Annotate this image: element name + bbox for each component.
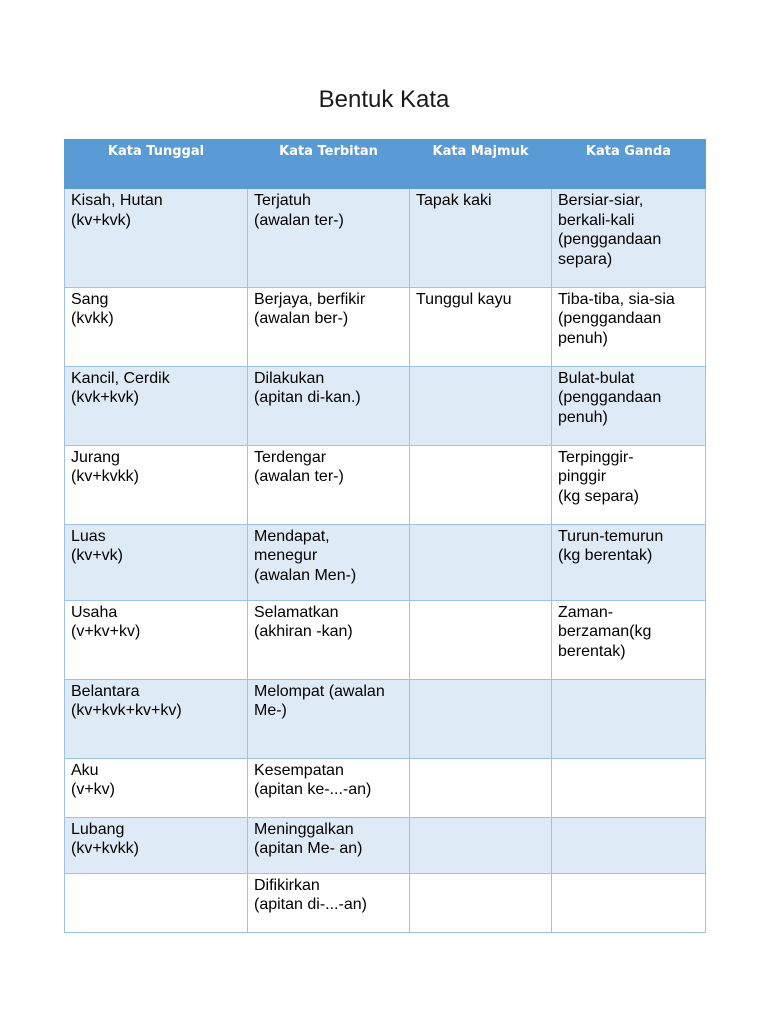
bentuk-kata-table xyxy=(64,139,706,933)
table-row xyxy=(65,366,706,445)
header-kata-majmuk: Kata Majmuk xyxy=(410,140,552,189)
cell-kata-tunggal xyxy=(65,873,248,932)
cell-kata-terbitan: Dilakukan (apitan di-kan.) xyxy=(248,366,410,445)
cell-kata-tunggal: Kancil, Cerdik (kvk+kvk) xyxy=(65,366,248,445)
header-kata-tunggal: Kata Tunggal xyxy=(65,140,248,189)
cell-kata-ganda xyxy=(552,758,706,817)
cell-kata-tunggal: Jurang (kv+kvkk) xyxy=(65,445,248,524)
table-row xyxy=(65,817,706,873)
cell-kata-majmuk xyxy=(410,366,552,445)
cell-kata-tunggal: Lubang (kv+kvkk) xyxy=(65,817,248,873)
cell-kata-terbitan: Terjatuh (awalan ter-) xyxy=(248,188,410,287)
cell-kata-terbitan: Mendapat, menegur (awalan Men-) xyxy=(248,524,410,600)
cell-kata-majmuk: Tunggul kayu xyxy=(410,287,552,366)
cell-kata-tunggal: Aku (v+kv) xyxy=(65,758,248,817)
cell-kata-ganda: Bulat-bulat (penggandaan penuh) xyxy=(552,366,706,445)
cell-kata-majmuk: Tapak kaki xyxy=(410,188,552,287)
cell-kata-tunggal: Luas (kv+vk) xyxy=(65,524,248,600)
table-row xyxy=(65,873,706,932)
cell-kata-majmuk xyxy=(410,600,552,679)
cell-kata-ganda: Terpinggir- pinggir (kg separa) xyxy=(552,445,706,524)
cell-kata-terbitan: Melompat (awalan Me-) xyxy=(248,679,410,758)
cell-kata-tunggal: Usaha (v+kv+kv) xyxy=(65,600,248,679)
table-row xyxy=(65,679,706,758)
cell-kata-terbitan: Berjaya, berfikir (awalan ber-) xyxy=(248,287,410,366)
cell-kata-terbitan: Selamatkan (akhiran -kan) xyxy=(248,600,410,679)
table-header-row xyxy=(65,140,706,189)
table-row xyxy=(65,188,706,287)
cell-kata-tunggal: Belantara (kv+kvk+kv+kv) xyxy=(65,679,248,758)
cell-kata-terbitan: Difikirkan (apitan di-...-an) xyxy=(248,873,410,932)
table-row xyxy=(65,600,706,679)
cell-kata-majmuk xyxy=(410,758,552,817)
cell-kata-ganda xyxy=(552,679,706,758)
table-row xyxy=(65,287,706,366)
cell-kata-tunggal: Sang (kvkk) xyxy=(65,287,248,366)
cell-kata-terbitan: Terdengar (awalan ter-) xyxy=(248,445,410,524)
table-row xyxy=(65,445,706,524)
cell-kata-terbitan: Meninggalkan (apitan Me- an) xyxy=(248,817,410,873)
cell-kata-majmuk xyxy=(410,445,552,524)
cell-kata-ganda xyxy=(552,817,706,873)
header-kata-terbitan: Kata Terbitan xyxy=(248,140,410,189)
cell-kata-majmuk xyxy=(410,524,552,600)
cell-kata-ganda: Bersiar-siar, berkali-kali (penggandaan separa) xyxy=(552,188,706,287)
cell-kata-tunggal: Kisah, Hutan (kv+kvk) xyxy=(65,188,248,287)
page-title: Bentuk Kata xyxy=(318,86,450,113)
header-kata-ganda: Kata Ganda xyxy=(552,140,706,189)
cell-kata-majmuk xyxy=(410,817,552,873)
cell-kata-majmuk xyxy=(410,873,552,932)
cell-kata-ganda: Turun-temurun (kg berentak) xyxy=(552,524,706,600)
table-row xyxy=(65,758,706,817)
cell-kata-ganda: Tiba-tiba, sia-sia (penggandaan penuh) xyxy=(552,287,706,366)
cell-kata-terbitan: Kesempatan (apitan ke-...-an) xyxy=(248,758,410,817)
cell-kata-majmuk xyxy=(410,679,552,758)
table-row xyxy=(65,524,706,600)
cell-kata-ganda xyxy=(552,873,706,932)
cell-kata-ganda: Zaman- berzaman(kg berentak) xyxy=(552,600,706,679)
